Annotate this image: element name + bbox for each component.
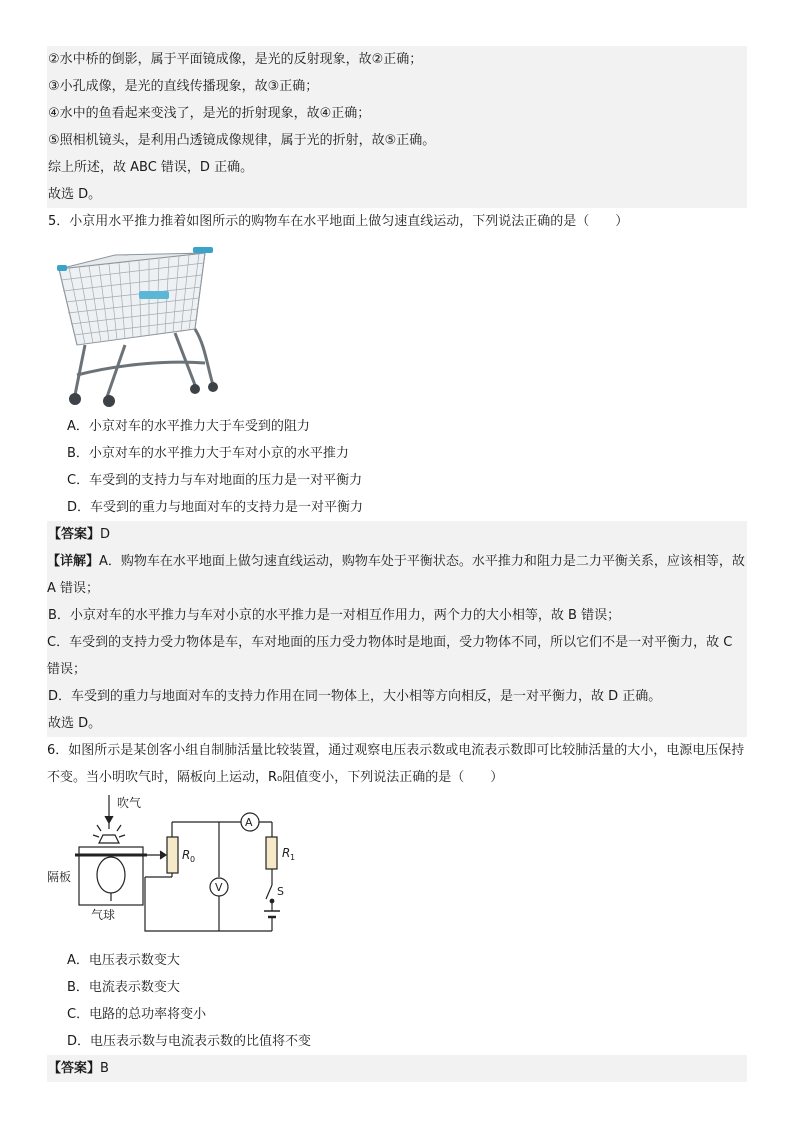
solution-line: 综上所述，故 ABC 错误，D 正确。 (48, 160, 254, 175)
blow-label: 吹气 (117, 796, 142, 810)
r1-label: R (282, 846, 291, 860)
q5-conclusion: 故选 D。 (48, 716, 102, 731)
voltmeter-label: V (215, 881, 223, 894)
answer-value: D (100, 527, 111, 542)
q6-option-d: D．电压表示数与电流表示数的比值将不变 (67, 1034, 312, 1049)
r0-label: R (182, 848, 191, 862)
r0-subscript: 0 (190, 855, 196, 864)
document-page (47, 46, 747, 1082)
solution-line: ②水中桥的倒影，属于平面镜成像，是光的反射现象，故②正确； (48, 52, 423, 67)
q6-option-a: A．电压表示数变大 (67, 953, 180, 968)
balloon-label: 气球 (91, 908, 116, 922)
ammeter-label: A (245, 816, 253, 829)
switch-label: S (277, 885, 284, 898)
solution-line: ④水中的鱼看起来变浅了，是光的折射现象，故④正确； (48, 106, 371, 121)
q5-option-c: C．车受到的支持力与车对地面的压力是一对平衡力 (67, 473, 363, 488)
r1-subscript: 1 (290, 853, 296, 862)
cart-handle (193, 247, 213, 253)
detail-label: 【详解】 (47, 554, 100, 569)
circuit-diagram (47, 791, 307, 947)
q5-detail-d: D．车受到的重力与地面对车的支持力作用在同一物体上，大小相等方向相反，是一对平衡力，故 D 正确。 (48, 689, 662, 704)
q5-solution (47, 521, 747, 737)
answer-value: B (100, 1061, 109, 1076)
q5-option-a: A．小京对车的水平推力大于车受到的阻力 (67, 419, 310, 434)
q5-detail-c: C．车受到的支持力受力物体是车，车对地面的压力受力物体时是地面，受力物体不同，所以它们不是一对平衡力，故 C 错误； (47, 635, 733, 677)
q5-option-b: B．小京对车的水平推力大于车对小京的水平推力 (67, 446, 349, 461)
answer-label: 【答案】 (48, 1061, 101, 1076)
prev-solution (47, 46, 747, 208)
circuit-figure (47, 791, 747, 947)
shopping-cart-figure (55, 235, 747, 413)
detail-text: A．购物车在水平地面上做匀速直线运动，购物车处于平衡状态。水平推力和阻力是二力平衡关系，应该相等，故 A 错误； (47, 554, 745, 596)
q5-stem: 5．小京用水平推力推着如图所示的购物车在水平地面上做匀速直线运动，下列说法正确的是（ ） (48, 214, 629, 229)
q5-detail-a (47, 548, 747, 602)
q5-answer (47, 521, 747, 548)
q6-stem: 6．如图所示是某创客小组自制肺活量比较装置，通过观察电压表示数或电流表示数即可比较肺活量的大小，电源电压保持不变。当小明吹气时，隔板向上运动，R₀阻值变小，下列说法正确的是（ ） (47, 743, 745, 785)
q6-option-c: C．电路的总功率将变小 (67, 1007, 207, 1022)
q5-detail-b: B．小京对车的水平推力与车对小京的水平推力是一对相互作用力，两个力的大小相等，故 B 错误； (48, 608, 621, 623)
solution-line: ③小孔成像，是光的直线传播现象，故③正确； (48, 79, 319, 94)
q6-answer (47, 1055, 747, 1082)
solution-line: 故选 D。 (48, 187, 102, 202)
solution-line: ⑤照相机镜头，是利用凸透镜成像规律，属于光的折射，故⑤正确。 (48, 133, 436, 148)
shopping-cart-image (55, 235, 225, 411)
q5-option-d: D．车受到的重力与地面对车的支持力是一对平衡力 (67, 500, 364, 515)
partition-label: 隔板 (47, 870, 72, 884)
q6-option-b: B．电流表示数变大 (67, 980, 180, 995)
answer-label: 【答案】 (48, 527, 101, 542)
